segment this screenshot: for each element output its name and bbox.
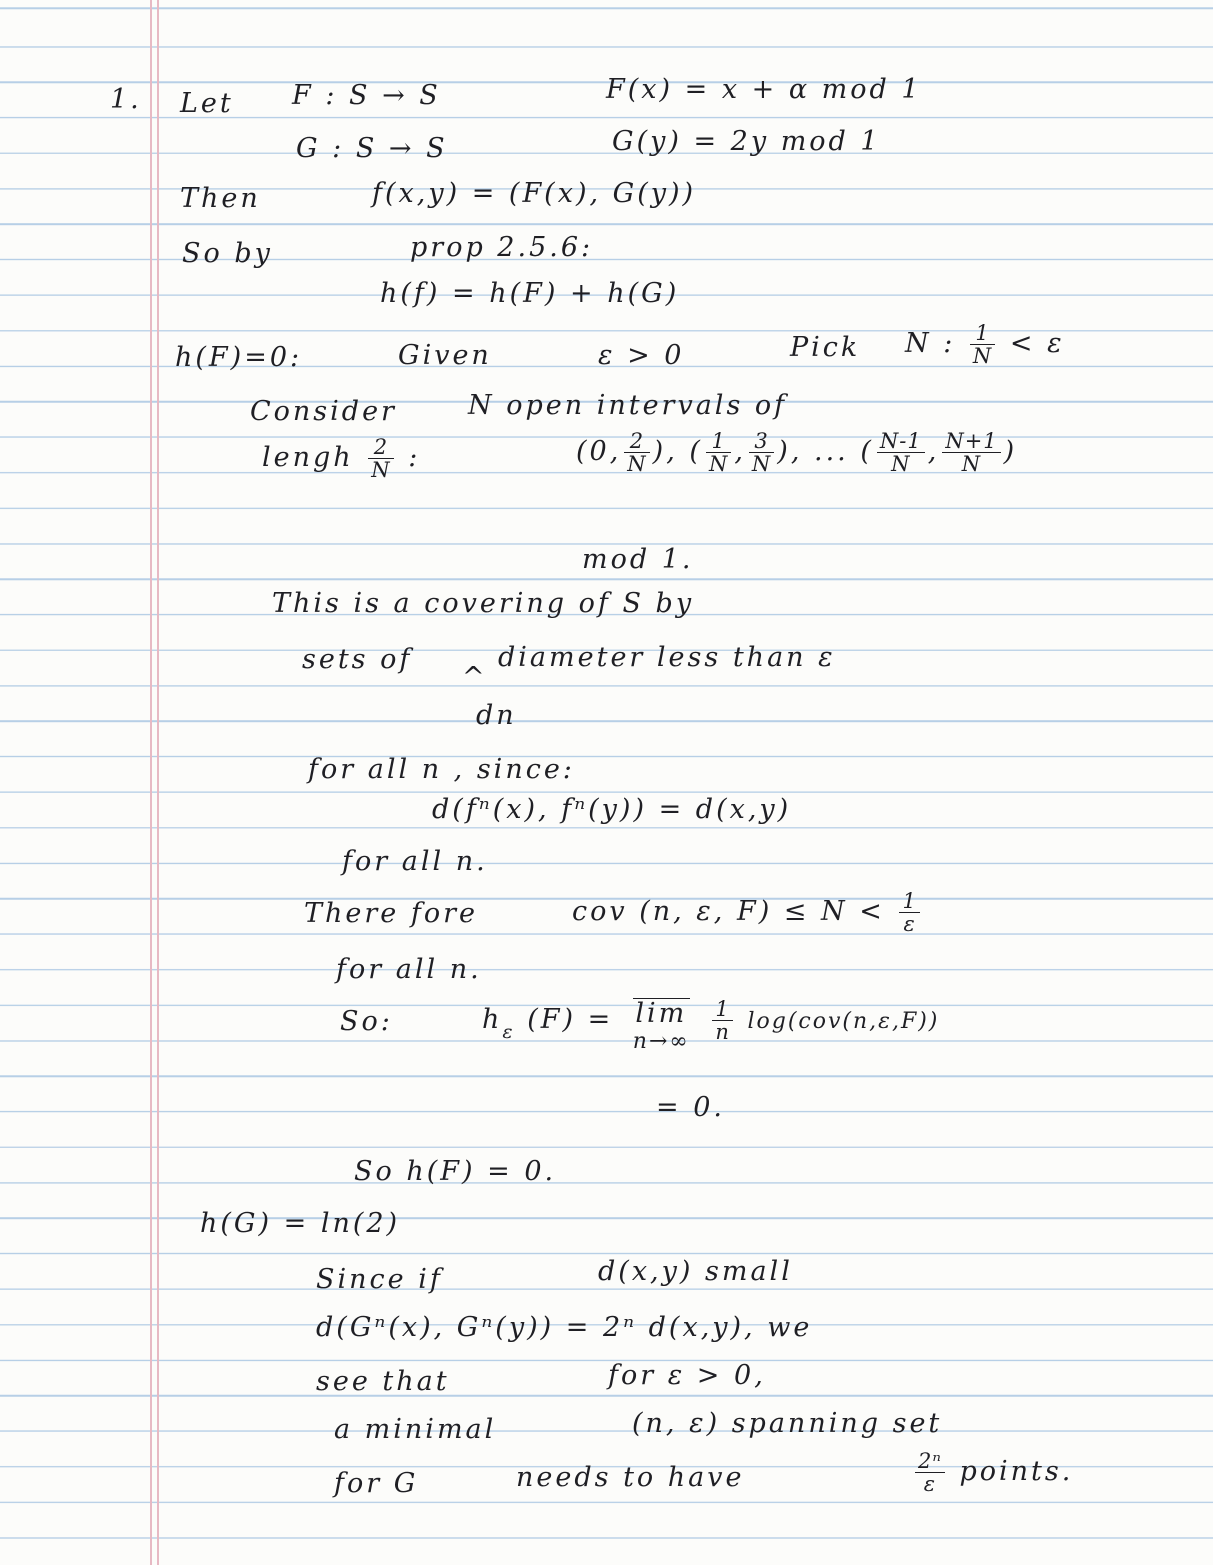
since-if: Since if (316, 1264, 443, 1295)
interval-3-fraction-b (942, 430, 1000, 475)
hf-zero-heading: h(F)=0: (175, 342, 303, 373)
fraction-denominator: N (891, 452, 911, 477)
entropy-sum: h(f) = h(F) + h(G) (380, 278, 680, 309)
insertion-caret: ^ (462, 662, 488, 693)
for-all-n-2: for all n. (336, 954, 482, 985)
margin-line-right (157, 0, 159, 1565)
interval-3-fraction-a (877, 430, 925, 475)
for-all-n-since: for all n , since: (308, 754, 575, 785)
points-word: points. (959, 1456, 1074, 1488)
for-epsilon: for ε > 0, (608, 1360, 766, 1391)
cov-bound (572, 890, 923, 935)
cov-bound-lhs: cov (n, ε, F) ≤ N < (572, 896, 885, 928)
hg-ln2-heading: h(G) = ln(2) (200, 1208, 401, 1239)
fraction-denominator: n (715, 1020, 730, 1045)
fraction-denominator: N (961, 452, 982, 477)
interval-2-comma: , (734, 436, 746, 468)
f-map: F : S → S (292, 80, 441, 111)
length-word: lengh (262, 442, 354, 474)
interval-1-open: (0, (576, 436, 622, 468)
fraction-numerator: 2 (368, 436, 393, 459)
two-n-over-eps-fraction (915, 1450, 945, 1495)
fraction-numerator: 1 (899, 890, 919, 913)
one-over-n-factor (712, 998, 733, 1043)
epsilon-subscript: ε (502, 1021, 516, 1044)
pick-n: N : (905, 328, 956, 360)
pick-word: Pick (790, 332, 861, 363)
fraction-denominator: ε (903, 912, 916, 937)
doubling-equation: d(Gⁿ(x), Gⁿ(y)) = 2ⁿ d(x,y), we (316, 1312, 813, 1343)
interval-2-open: ( (689, 436, 703, 468)
needs-to-have: needs to have (516, 1462, 745, 1493)
so-by: So by (182, 238, 273, 269)
mod-one: mod 1. (582, 544, 694, 575)
length-colon: : (408, 442, 421, 474)
points-count (912, 1450, 1073, 1495)
f-rule: F(x) = x + α mod 1 (606, 74, 922, 105)
interval-1-fraction (624, 430, 649, 475)
fraction-denominator: N (371, 458, 391, 483)
interval-3-comma: , (927, 436, 940, 468)
interval-3-close: ) (1003, 436, 1018, 468)
prop-reference: prop 2.5.6: (410, 232, 594, 263)
sets-of: sets of (302, 644, 413, 675)
g-map: G : S → S (296, 133, 448, 164)
fraction-denominator: N (708, 452, 729, 477)
length-line (262, 436, 420, 481)
pick-condition (905, 322, 1065, 367)
two-over-n-fraction (368, 436, 393, 481)
diameter-statement: diameter less than ε (498, 642, 836, 673)
product-map: f(x,y) = (F(x), G(y)) (372, 178, 697, 209)
entropy-limit (482, 998, 939, 1053)
fraction-denominator: N (627, 452, 647, 477)
one-over-eps-fraction (899, 890, 919, 935)
log-term: log(cov(n,ε,F)) (747, 1009, 940, 1035)
inserted-dn: dn (476, 700, 517, 731)
interval-2-fraction-b (749, 430, 774, 475)
open-intervals-text: N open intervals of (468, 390, 788, 421)
limsup-block (633, 998, 690, 1053)
spanning-set: (n, ε) spanning set (632, 1408, 943, 1439)
see-that: see that (316, 1366, 450, 1397)
interval-1-close: ), (652, 436, 678, 468)
covering-statement: This is a covering of S by (272, 588, 695, 619)
fraction-denominator: N (751, 452, 772, 477)
consider-word: Consider (250, 396, 397, 427)
h-symbol: h (482, 1004, 503, 1036)
fraction-numerator: N+1 (942, 430, 1000, 453)
isometry-equation: d(fⁿ(x), fⁿ(y)) = d(x,y) (432, 794, 792, 825)
limsup-subscript: n→∞ (632, 1029, 690, 1054)
fraction-numerator: 1 (712, 998, 733, 1021)
hf-equals-zero: So h(F) = 0. (354, 1156, 557, 1187)
distance-small: d(x,y) small (598, 1256, 793, 1287)
therefore-word: There fore (304, 898, 478, 929)
fraction-numerator: 1 (706, 430, 731, 453)
fraction-numerator: 2 (624, 430, 649, 453)
let-word: Let (180, 88, 234, 119)
one-over-n-fraction (970, 322, 995, 367)
equals-zero: = 0. (656, 1092, 725, 1123)
margin-line-left (150, 0, 152, 1565)
problem-number: 1. (110, 84, 142, 115)
interval-2-fraction-a (706, 430, 731, 475)
fraction-denominator: N (972, 344, 993, 369)
so-colon: So: (340, 1006, 393, 1037)
then-word: Then (180, 183, 261, 214)
a-minimal: a minimal (334, 1414, 497, 1445)
fraction-numerator: 3 (749, 430, 774, 453)
limsup-word: lim (633, 998, 690, 1027)
interval-2-close: ), ... (777, 436, 849, 468)
g-rule: G(y) = 2y mod 1 (612, 126, 881, 157)
epsilon-positive: ε > 0 (598, 340, 685, 371)
fraction-numerator: 1 (970, 322, 995, 345)
given-word: Given (398, 340, 492, 371)
fraction-denominator: ε (923, 1472, 937, 1497)
for-g: for G (334, 1468, 419, 1499)
pick-less-than-eps: < ε (1009, 328, 1065, 360)
interval-list (576, 430, 1017, 475)
fraction-numerator: 2ⁿ (915, 1450, 945, 1473)
h-argument: (F) = (527, 1004, 614, 1036)
fraction-numerator: N-1 (877, 430, 925, 453)
for-all-n: for all n. (342, 846, 488, 877)
interval-3-open: ( (860, 436, 874, 468)
